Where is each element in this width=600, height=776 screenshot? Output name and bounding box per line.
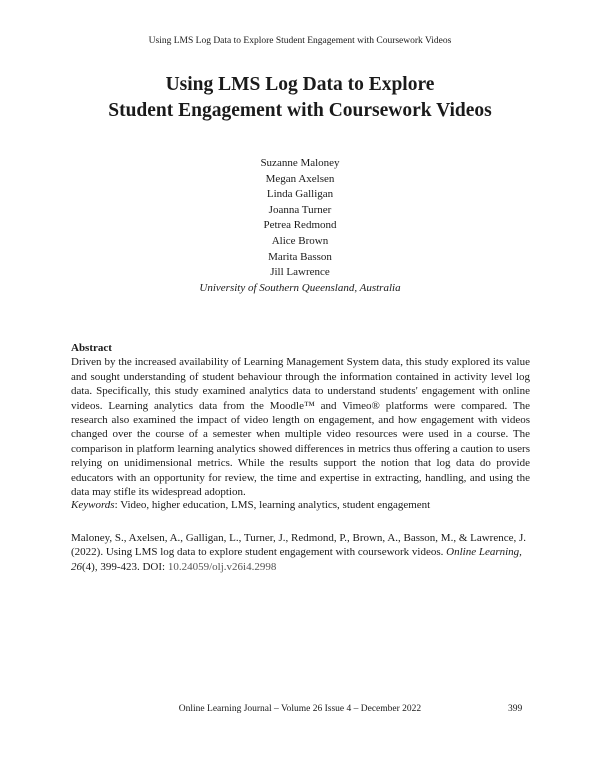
keywords-text: : Video, higher education, LMS, learning analytics, student engagement: [114, 499, 431, 511]
citation-issue-pages: (4), 399-423. DOI:: [82, 560, 168, 573]
affiliation: University of Southern Queensland, Australia: [199, 281, 401, 294]
author-name: Marita Basson: [268, 250, 332, 263]
author-name: Linda Galligan: [266, 188, 334, 201]
author-name: Jill Lawrence: [270, 266, 330, 279]
keywords-label: Keywords: [71, 499, 115, 511]
citation-block: [71, 531, 530, 574]
citation-authors: Maloney, S., Axelsen, A., Galligan, L., Turner, J., Redmond, P., Brown, A., Basson, M., & Lawrence, J. (2022). Using LMS log data to explore student engagement with coursework videos.: [71, 532, 527, 559]
abstract-heading: Abstract: [71, 342, 112, 354]
author-list: [100, 156, 500, 296]
author-name: Joanna Turner: [268, 203, 332, 216]
paper-title: [40, 72, 560, 124]
title-line-2: Student Engagement with Coursework Videos: [108, 100, 492, 121]
page-number: 399: [508, 704, 523, 714]
author-name: Suzanne Maloney: [260, 157, 340, 169]
title-line-1: Using LMS Log Data to Explore: [165, 74, 435, 95]
citation-doi-link[interactable]: 10.24059/olj.v26i4.2998: [167, 560, 277, 573]
abstract-section: [71, 341, 530, 499]
running-head: Using LMS Log Data to Explore Student Engagement with Coursework Videos: [148, 36, 452, 46]
citation-journal: Online Learning, 26: [71, 546, 522, 573]
author-name: Alice Brown: [271, 234, 329, 247]
keywords-line: [71, 498, 530, 512]
footer-journal: Online Learning Journal – Volume 26 Issue 4 – December 2022: [178, 704, 422, 714]
abstract-body: Driven by the increased availability of Learning Management System data, this study explored its value and sought understanding of student behaviour through the information contained in activity level log data. Specifically, this study examined analytics data to understand students' engagement with online videos. Learning analytics data from the Moodle™ and Vimeo® platforms were compared. The research also examined the impact of video length on engagement, and how engagement with videos changed over the course of a semester when multiple video resources were used in a course. The comparison in platform learning analytics showed differences in metrics thus offering a caution to users relying on unidimensional metrics. While the results support the notion that log data do provide educators with an opportunity for review, the time and expertise in extracting, handling, and using the data may stifle its widespread adoption.: [71, 356, 530, 499]
author-name: Petrea Redmond: [263, 219, 337, 232]
author-name: Megan Axelsen: [265, 172, 335, 185]
